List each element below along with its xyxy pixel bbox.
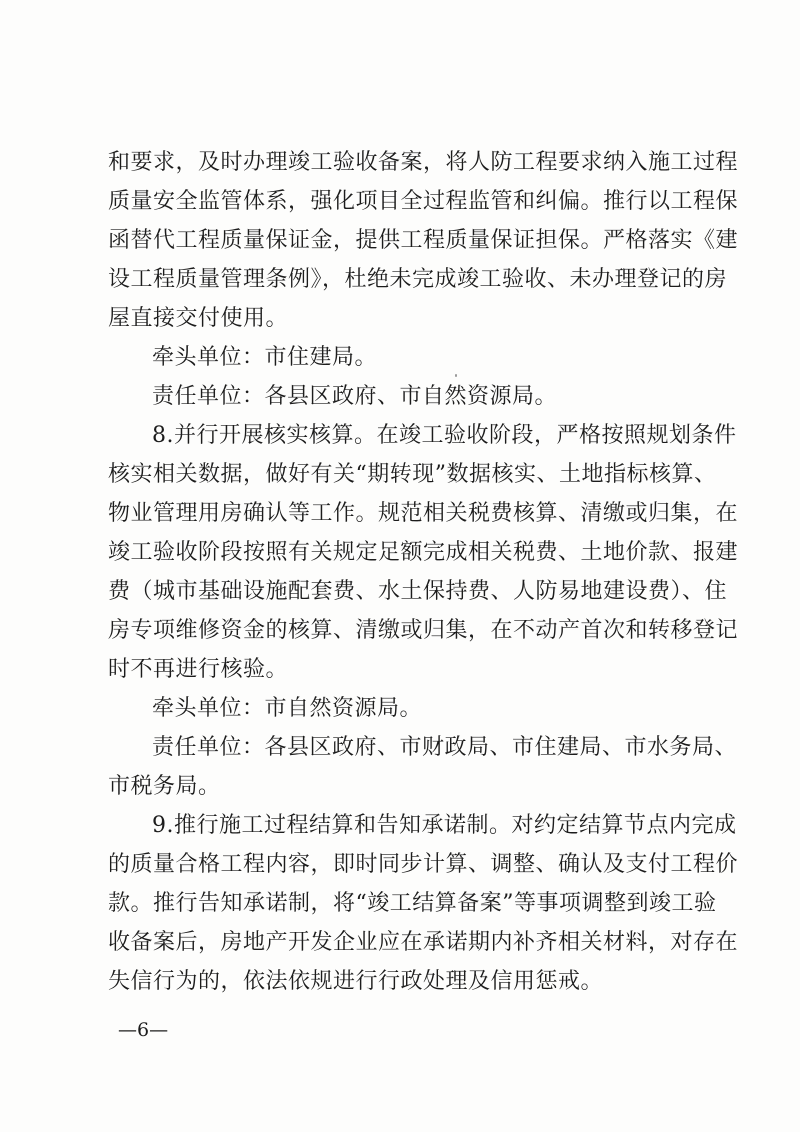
body-line-12: 费（城市基础设施配套费、水土保持费、人防易地建设费）、住 bbox=[108, 579, 728, 604]
page-number: —6— bbox=[118, 1019, 169, 1041]
body-line-2: 质量安全监管体系，强化项目全过程监管和纠偏。推行以工程保 bbox=[108, 189, 739, 214]
responsible-unit-line-2: 责任单位：各县区政府、市财政局、市住建局、市水务局、 bbox=[152, 735, 738, 760]
body-line-4: 设工程质量管理条例》，杜绝未完成竣工验收、未办理登记的房 bbox=[108, 267, 728, 292]
body-line-22: 失信行为的，依法依规进行行政处理及信用惩戒。 bbox=[108, 969, 604, 994]
body-line-19: 的质量合格工程内容，即时同步计算、调整、确认及支付工程价 bbox=[108, 852, 739, 877]
item-8-heading-line: 8.并行开展核实核算。在竣工验收阶段，严格按照规划条件 bbox=[152, 423, 737, 448]
body-line-5: 屋直接交付使用。 bbox=[108, 306, 289, 331]
body-line-9: 核实相关数据，做好有关“期转现”数据核实、土地指标核算、 bbox=[108, 462, 717, 487]
body-line-14: 时不再进行核验。 bbox=[108, 657, 289, 682]
body-line-13: 房专项维修资金的核算、清缴或归集，在不动产首次和转移登记 bbox=[108, 618, 739, 643]
responsible-unit-line: 责任单位：各县区政府、市自然资源局。 bbox=[152, 384, 558, 409]
item-9-heading-line: 9.推行施工过程结算和告知承诺制。对约定结算节点内完成 bbox=[152, 813, 737, 838]
scan-speck bbox=[455, 374, 457, 377]
body-line-3: 函替代工程质量保证金，提供工程质量保证担保。严格落实《建 bbox=[108, 228, 739, 253]
lead-unit-line: 牵头单位：市住建局。 bbox=[152, 345, 378, 370]
body-line-17: 市税务局。 bbox=[108, 774, 221, 799]
body-line-11: 竣工验收阶段按照有关规定足额完成相关税费、土地价款、报建 bbox=[108, 540, 739, 565]
lead-unit-line-2: 牵头单位：市自然资源局。 bbox=[152, 696, 423, 721]
body-line-21: 收备案后，房地产开发企业应在承诺期内补齐相关材料，对存在 bbox=[108, 930, 739, 955]
body-line-10: 物业管理用房确认等工作。规范相关税费核算、清缴或归集，在 bbox=[108, 501, 739, 526]
body-line-20: 款。推行告知承诺制，将“竣工结算备案”等事项调整到竣工验 bbox=[108, 891, 717, 916]
document-body bbox=[108, 143, 739, 1001]
body-line-1: 和要求，及时办理竣工验收备案，将人防工程要求纳入施工过程 bbox=[108, 150, 739, 175]
